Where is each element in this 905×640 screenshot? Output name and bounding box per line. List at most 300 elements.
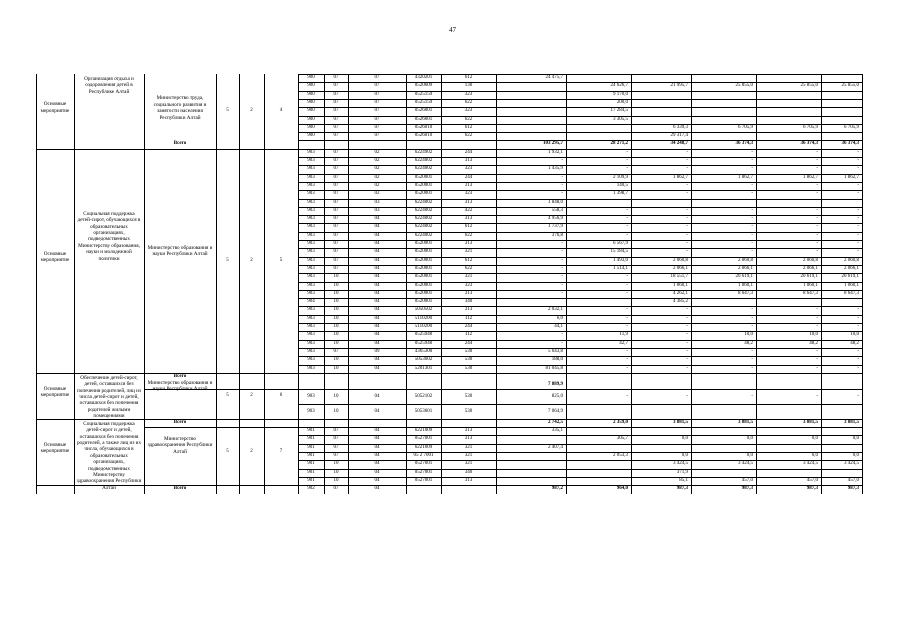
amount-cell: 18 551,7 xyxy=(670,274,688,280)
code-cell: 04 xyxy=(374,428,380,434)
code-cell: 903 xyxy=(307,315,315,321)
amount-cell: 81 045,8 xyxy=(545,365,563,371)
amount-cell: - xyxy=(686,249,688,255)
amount-cell: 8 647,3 xyxy=(803,290,818,296)
code-cell: 901 xyxy=(307,428,315,434)
code-cell: 900 xyxy=(307,83,315,89)
code-cell: 530 xyxy=(464,408,473,414)
amount-cell: - xyxy=(816,207,818,213)
amount-cell: - xyxy=(686,332,688,338)
code-cell xyxy=(442,486,495,493)
page-number: 47 xyxy=(449,26,456,34)
amount-cell: - xyxy=(751,357,753,363)
amount-cell: 371,9 xyxy=(676,469,688,475)
code-cell: 900 xyxy=(307,133,315,139)
amount-cell xyxy=(692,409,753,416)
amount-cell: - xyxy=(751,232,753,238)
amount-cell: 3 424,5 xyxy=(844,461,859,467)
program-code: 7 xyxy=(279,449,283,454)
amount-cell: 7 064,9 xyxy=(548,408,563,414)
event-type: Основные мероприятие xyxy=(40,442,70,455)
code-cell: 903 xyxy=(307,216,315,222)
code-cell: 04 xyxy=(374,307,380,313)
amount-cell xyxy=(497,299,563,306)
code-cell: 5110200 xyxy=(414,324,433,329)
code-cell: 02 xyxy=(374,174,380,180)
amount-cell: 6 567,9 xyxy=(613,241,628,246)
amount-cell: - xyxy=(816,158,818,163)
code-cell: 02 xyxy=(374,166,380,172)
amount-cell xyxy=(632,92,688,99)
code-cell: 10 xyxy=(333,393,339,399)
event-name: Обеспечение детей-сирот, детей, оставшихся без попечения родителей, лиц из числа детей-сирот и детей, оставшихся без попечения родителей жилыми помещениями xyxy=(76,374,141,420)
total-label: Всего xyxy=(173,419,187,425)
amount-cell xyxy=(692,299,753,306)
amount-cell: 24 475,7 xyxy=(545,75,563,80)
amount-cell: 1 862,7 xyxy=(738,174,753,180)
amount-cell: 2 066,1 xyxy=(803,265,818,271)
amount-cell: - xyxy=(751,182,753,188)
amount-cell: 987,3 xyxy=(806,486,818,492)
code-cell: 09 xyxy=(374,348,380,354)
code-cell: 903 xyxy=(307,365,315,371)
amount-cell: 0,0 xyxy=(811,453,818,458)
amount-cell: 10,0 xyxy=(744,332,753,338)
code-cell: 900 xyxy=(307,99,315,105)
code-cell: 07 xyxy=(374,116,380,122)
code-cell: 323 xyxy=(464,191,473,197)
amount-cell: 2 109,9 xyxy=(613,174,628,180)
amount-cell: 20 619,1 xyxy=(735,274,753,280)
amount-cell: 2 060,8 xyxy=(738,257,753,263)
code-cell: 904 xyxy=(307,299,315,305)
code-cell: 6224002 xyxy=(414,158,433,163)
column-rule xyxy=(631,74,632,494)
amount-cell: 9 170,0 xyxy=(613,91,628,97)
code-cell: 0525159 xyxy=(414,99,433,105)
code-cell: 323 xyxy=(464,166,473,172)
code-cell: 340 xyxy=(464,469,473,475)
amount-cell xyxy=(757,470,818,477)
code-cell: 07 xyxy=(333,207,339,213)
amount-cell: - xyxy=(751,348,753,354)
amount-cell: 2 060,8 xyxy=(803,257,818,263)
amount-cell xyxy=(632,100,688,107)
code-cell: 07 xyxy=(333,99,339,105)
code-cell: 07 xyxy=(333,182,339,188)
code-cell: 4365300 xyxy=(414,348,433,354)
amount-cell: - xyxy=(857,348,859,354)
amount-cell: 20 619,1 xyxy=(841,274,859,280)
code-cell: 900 xyxy=(307,116,315,122)
amount-cell: 2 066,1 xyxy=(844,265,859,271)
code-cell: 10 xyxy=(333,461,339,467)
amount-cell xyxy=(692,92,753,99)
code-cell: 04 xyxy=(374,453,380,458)
amount-cell: - xyxy=(686,241,688,246)
code-cell: 04 xyxy=(374,486,380,492)
amount-cell xyxy=(822,100,859,107)
code-cell: 321 xyxy=(464,249,473,255)
code-cell: 07 xyxy=(333,241,339,246)
amount-cell xyxy=(757,428,818,435)
code-cell: 902 xyxy=(307,486,315,492)
code-cell: 901 xyxy=(307,444,315,450)
code-cell: 0525940 xyxy=(414,332,433,338)
amount-cell: 8 647,3 xyxy=(844,290,859,296)
code-cell: 04 xyxy=(374,265,380,271)
code-cell: 900 xyxy=(307,91,315,97)
event-name: Социальная поддержка детей-сирот и детей, оставшихся без попечения родителей, а также лиц из их числа, обучающихся в образовательных организациях, подведомственных Министерству здравоохранения Республики Алтай xyxy=(76,420,142,491)
amount-cell: - xyxy=(626,149,628,155)
code-cell: 903 xyxy=(307,249,315,255)
code-cell: 321 xyxy=(464,444,473,450)
executor-name: Министерство труда, социального развития и занятости населения Республики Алтай xyxy=(153,95,207,121)
code-cell: 903 xyxy=(307,324,315,329)
amount-cell: 3 881,5 xyxy=(844,419,859,425)
amount-cell xyxy=(757,117,818,124)
amount-cell: 457,0 xyxy=(847,477,859,483)
amount-cell: - xyxy=(857,182,859,188)
column-rule xyxy=(496,74,497,494)
code-cell: 903 xyxy=(307,332,315,338)
code-cell: 0520001 xyxy=(414,174,433,180)
amount-cell xyxy=(632,445,688,452)
code-cell: 130 xyxy=(464,83,473,89)
amount-cell: - xyxy=(561,282,563,288)
code-cell: 313 xyxy=(464,290,473,296)
amount-cell xyxy=(497,108,563,115)
amount-cell xyxy=(757,133,818,140)
code-cell: 05 2 7001 xyxy=(413,453,434,458)
code-cell: 244 xyxy=(464,174,473,180)
amount-cell: 0,0 xyxy=(681,453,688,458)
code-cell: 903 xyxy=(307,265,315,271)
amount-cell xyxy=(822,108,859,115)
amount-cell xyxy=(692,133,753,140)
code-cell: 02 xyxy=(374,158,380,163)
amount-cell: 1 862,7 xyxy=(803,174,818,180)
code-cell: 0520001 xyxy=(414,274,433,280)
amount-cell: 1 862,7 xyxy=(844,174,859,180)
amount-cell: 188,0 xyxy=(551,357,563,363)
code-cell: 0520001 xyxy=(414,191,433,197)
amount-cell xyxy=(822,428,859,435)
code-cell: 07 xyxy=(374,83,380,89)
code-cell: 530 xyxy=(464,357,473,363)
amount-cell: - xyxy=(686,149,688,155)
code-cell: 07 xyxy=(333,232,339,238)
code-cell: 10 xyxy=(333,469,339,475)
amount-cell xyxy=(497,133,563,140)
amount-cell: 0,0 xyxy=(852,436,859,442)
amount-cell xyxy=(822,133,859,140)
amount-cell xyxy=(757,75,818,82)
code-cell: 04 xyxy=(374,216,380,222)
code-cell: 04 xyxy=(374,232,380,238)
code-cell: 622 xyxy=(464,133,473,139)
code-cell: 0525159 xyxy=(414,91,433,97)
program-code: 6 xyxy=(279,392,283,398)
amount-cell xyxy=(567,200,628,207)
code-cell: 07 xyxy=(333,436,339,442)
amount-cell: 7 889,9 xyxy=(548,381,563,387)
code-cell: 612 xyxy=(464,257,473,263)
amount-cell: - xyxy=(751,158,753,163)
code-cell: 07 xyxy=(333,83,339,89)
column-rule xyxy=(216,74,217,494)
code-cell: 340 xyxy=(464,299,473,305)
column-rule xyxy=(566,74,567,494)
program-code: 2 xyxy=(250,449,253,454)
amount-cell: - xyxy=(561,340,563,346)
amount-cell xyxy=(757,92,818,99)
code-cell: 0520001 xyxy=(414,257,433,263)
code-cell: 903 xyxy=(307,348,315,354)
amount-cell: 0,0 xyxy=(811,436,818,442)
amount-cell xyxy=(692,75,753,82)
amount-cell: - xyxy=(686,224,688,230)
amount-cell: 44,1 xyxy=(554,324,563,329)
code-cell: 0520001 xyxy=(414,290,433,296)
total-label: Всего xyxy=(173,141,187,147)
row-rule xyxy=(298,404,862,405)
code-cell: 313 xyxy=(464,436,473,442)
amount-cell xyxy=(822,445,859,452)
amount-cell: 20 619,1 xyxy=(800,274,818,280)
amount-cell: 1 493,0 xyxy=(613,257,628,263)
code-cell: 900 xyxy=(307,75,315,80)
code-cell: 07 xyxy=(333,486,339,492)
code-cell: 04 xyxy=(374,324,380,329)
amount-cell: 1 435,9 xyxy=(548,166,563,172)
amount-cell: - xyxy=(626,282,628,288)
amount-cell: - xyxy=(626,207,628,213)
code-cell: 903 xyxy=(307,158,315,163)
amount-cell xyxy=(757,445,818,452)
code-cell: 901 xyxy=(307,453,315,458)
amount-cell: - xyxy=(857,365,859,371)
amount-cell xyxy=(757,108,818,115)
column-rule xyxy=(144,74,145,494)
amount-cell xyxy=(822,117,859,124)
code-cell: 07 xyxy=(374,75,380,80)
code-cell: 10 xyxy=(333,408,339,414)
code-cell: 6224902 xyxy=(414,149,433,155)
amount-cell: - xyxy=(626,216,628,222)
amount-cell: - xyxy=(751,365,753,371)
amount-cell xyxy=(822,75,859,82)
code-cell: 07 xyxy=(333,428,339,434)
code-cell: 5052102 xyxy=(414,393,433,399)
code-cell: 6224002 xyxy=(414,216,433,222)
code-cell: 903 xyxy=(307,257,315,263)
amount-cell: 4 262,1 xyxy=(673,290,688,296)
amount-cell: - xyxy=(561,257,563,263)
amount-cell: 3 881,5 xyxy=(673,419,688,425)
amount-cell: - xyxy=(816,216,818,222)
code-cell: 323 xyxy=(464,108,473,114)
code-cell: 07 xyxy=(333,158,339,163)
code-cell: 903 xyxy=(307,408,315,414)
code-cell: 07 xyxy=(333,75,339,80)
program-code: 4 xyxy=(279,108,283,114)
code-cell: 903 xyxy=(307,224,315,230)
code-cell: 07 xyxy=(333,348,339,354)
column-rule xyxy=(36,74,37,494)
amount-cell: - xyxy=(561,241,563,246)
amount-cell: 25 855,0 xyxy=(800,83,818,89)
code-cell: 07 xyxy=(333,91,339,97)
amount-cell: - xyxy=(686,365,688,371)
code-cell: 07 xyxy=(333,166,339,172)
code-cell: 530 xyxy=(464,348,473,354)
code-cell: 07 xyxy=(374,99,380,105)
amount-cell: - xyxy=(751,249,753,255)
amount-cell: - xyxy=(751,224,753,230)
amount-cell: 10,0 xyxy=(850,332,859,338)
amount-cell xyxy=(497,461,563,468)
amount-cell: - xyxy=(561,265,563,271)
amount-cell: - xyxy=(751,149,753,155)
amount-cell: - xyxy=(686,315,688,321)
amount-cell: 6 339,3 xyxy=(673,124,688,130)
column-rule xyxy=(264,74,265,494)
amount-cell: 2 066,1 xyxy=(673,265,688,271)
code-cell: 0520001 xyxy=(414,182,433,188)
code-cell: 612 xyxy=(464,124,473,130)
code-cell: 903 xyxy=(307,182,315,188)
code-cell: 0526010 xyxy=(414,133,433,139)
amount-cell xyxy=(692,428,753,435)
column-rule xyxy=(324,74,325,494)
amount-cell xyxy=(567,470,628,477)
amount-cell xyxy=(632,108,688,115)
amount-cell: - xyxy=(751,241,753,246)
column-rule xyxy=(691,74,692,494)
code-cell: 07 xyxy=(333,249,339,255)
code-cell: 612 xyxy=(464,224,473,230)
code-cell: 6224002 xyxy=(414,232,433,238)
row-rule xyxy=(144,389,862,390)
amount-cell: - xyxy=(857,149,859,155)
amount-cell: - xyxy=(751,393,753,399)
amount-cell: - xyxy=(816,149,818,155)
amount-cell xyxy=(497,453,563,460)
code-cell: 903 xyxy=(307,340,315,346)
amount-cell: 200,0 xyxy=(616,99,628,105)
code-cell: 313 xyxy=(464,241,473,246)
budget-table xyxy=(36,74,862,594)
amount-cell: 4 956,9 xyxy=(548,216,563,222)
code-cell: 313 xyxy=(464,307,473,313)
code-cell: 0520001 xyxy=(414,241,433,246)
event-name: Социальная поддержка детей-сирот, обучающихся в образовательных организациях, подведомственных Министерству образования, науки и молодежной политики xyxy=(77,210,141,262)
amount-cell: 2 060,8 xyxy=(844,257,859,263)
program-code: 2 xyxy=(250,392,253,398)
amount-cell: - xyxy=(857,393,859,399)
code-cell: 07 xyxy=(374,124,380,130)
code-cell: 0527001 xyxy=(414,461,433,467)
amount-cell: 25 855,0 xyxy=(735,83,753,89)
code-cell: 903 xyxy=(307,174,315,180)
event-name: Организация отдыха и оздоровления детей в Республике Алтай xyxy=(84,76,134,95)
code-cell xyxy=(407,486,440,493)
amount-cell: - xyxy=(751,207,753,213)
amount-cell: 457,0 xyxy=(741,477,753,483)
amount-cell: 1 862,7 xyxy=(673,174,688,180)
amount-cell xyxy=(497,125,563,132)
code-cell: 04 xyxy=(374,224,380,230)
amount-cell xyxy=(497,436,563,443)
code-cell: 04 xyxy=(374,274,380,280)
program-code: 5 xyxy=(226,257,229,263)
amount-cell: 6,0 xyxy=(556,315,563,321)
amount-cell: - xyxy=(857,241,859,246)
code-cell: 03 xyxy=(374,199,380,205)
amount-cell xyxy=(822,92,859,99)
amount-cell: - xyxy=(686,324,688,329)
code-cell: 10 xyxy=(333,365,339,371)
code-cell: 04 xyxy=(374,357,380,363)
amount-cell: 11,9 xyxy=(619,332,628,338)
amount-cell: 3 881,5 xyxy=(803,419,818,425)
code-cell: 5050502 xyxy=(414,307,433,313)
amount-cell: - xyxy=(816,166,818,172)
code-cell: 0525940 xyxy=(414,340,433,346)
amount-cell xyxy=(632,428,688,435)
column-rule xyxy=(348,74,349,494)
code-cell: 901 xyxy=(307,469,315,475)
code-cell: 321 xyxy=(464,461,473,467)
program-code: 5 xyxy=(226,392,229,398)
amount-cell: 2 032,1 xyxy=(548,307,563,313)
code-cell: 313 xyxy=(464,428,473,434)
executor-name: Министерство образования и науки Республики Алтай xyxy=(147,244,213,258)
amount-cell: - xyxy=(857,224,859,230)
amount-cell: 48,2 xyxy=(850,340,859,346)
code-cell: 07 xyxy=(333,149,339,155)
amount-cell: - xyxy=(686,307,688,313)
amount-cell: 36 374,3 xyxy=(841,141,859,147)
code-cell: 0526010 xyxy=(414,124,433,130)
code-cell: 04 xyxy=(374,282,380,288)
amount-cell: - xyxy=(857,249,859,255)
code-cell: 0526001 xyxy=(414,108,433,114)
amount-cell: - xyxy=(751,324,753,329)
amount-cell: 6 705,9 xyxy=(738,124,753,130)
amount-cell: 1 060,1 xyxy=(844,282,859,288)
amount-cell: - xyxy=(626,348,628,354)
amount-cell: - xyxy=(686,348,688,354)
column-rule xyxy=(239,74,240,494)
code-cell: 6221009 xyxy=(414,428,433,434)
code-cell: 903 xyxy=(307,357,315,363)
code-cell: 112 xyxy=(464,332,473,338)
code-cell: 10 xyxy=(333,324,339,329)
amount-cell: 2 060,8 xyxy=(673,257,688,263)
amount-cell: - xyxy=(626,315,628,321)
amount-cell: 24 626,7 xyxy=(610,83,628,89)
amount-cell: - xyxy=(857,232,859,238)
code-cell: 07 xyxy=(333,191,339,197)
amount-cell: 48,2 xyxy=(809,340,818,346)
program-code: 5 xyxy=(226,449,229,454)
code-cell: 313 xyxy=(464,477,473,483)
amount-cell: 1 060,1 xyxy=(673,282,688,288)
amount-cell: 1 737,9 xyxy=(548,224,563,230)
amount-cell: - xyxy=(751,307,753,313)
